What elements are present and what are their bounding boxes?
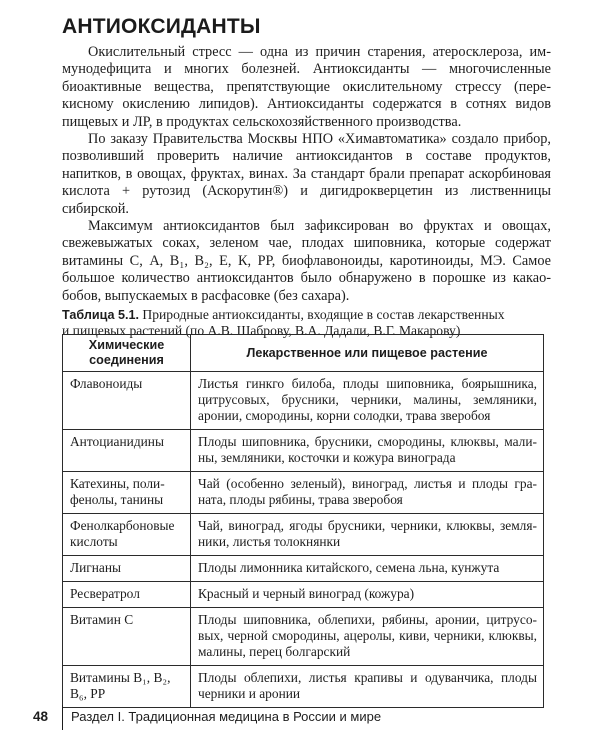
table-row [63,372,544,430]
compound-cell: Витамины B₁, B₂, B₆, РР [63,666,191,708]
table-caption-line2: и пищевых растений (по А.В. Шаброву, В.А. Дадали, В.Г. Макарову) [62,323,461,339]
compound-cell: Ресвератрол [63,582,191,608]
paragraph-1: Окислительный стресс — одна из причин старения, атеросклероза, иммунодефицита и многих болезней. Антиоксиданты — многочисленные биоактивные вещества, препятствующие окислительному стрессу (перекисному окислению липидов). Антиоксиданты содержатся в сотнях видов пищевых и ЛР, в продуктах сельскохозяйственного производства. [62,44,551,130]
table-row [63,608,544,666]
plants-cell: Плоды шиповника, брусники, смородины, клюквы, малины, земляники, косточки и кожура винограда [191,430,544,472]
header-compounds: Химические соединения [63,335,191,372]
compound-cell: Антоцианидины [63,430,191,472]
table-header-row [63,335,544,372]
table-caption-label: Таблица 5.1. [62,308,139,323]
table-row [63,582,544,608]
table-row [63,430,544,472]
plants-cell: Чай (особенно зеленый), виноград, листья и плоды граната, плоды рябины, трава зверобоя [191,472,544,514]
paragraph-2: По заказу Правительства Москвы НПО «Химавтоматика» создало прибор, позволивший проверить наличие антиоксидантов в составе продуктов, напитков, в овощах, фруктах, винах. За стандарт брали препарат аскорбиновая кислота + рутозид (Аскорутин®) и дигидрокверцетин из лиственницы сибирской. [62,131,551,217]
antioxidants-table [62,334,544,708]
running-footer: Раздел I. Традиционная медицина в России и мире [71,709,382,724]
page-heading: АНТИОКСИДАНТЫ [62,15,261,38]
plants-cell: Листья гинкго билоба, плоды шиповника, боярышника, цитрусовых, брусники, черники, малины, земляники, аронии, смородины, корни солодки, трава зверобоя [191,372,544,430]
compound-cell: Витамин С [63,608,191,666]
plants-cell: Красный и черный виноград (кожура) [191,582,544,608]
body-text [62,44,551,339]
plants-cell: Чай, виноград, ягоды брусники, черники, клюквы, земляники, листья толокнянки [191,514,544,556]
table-row [63,472,544,514]
table-row [63,666,544,708]
header-plants: Лекарственное или пищевое растение [191,335,544,372]
page-number: 48 [33,709,49,724]
compound-cell: Флавоноиды [63,372,191,430]
plants-cell: Плоды лимонника китайского, семена льна, кунжута [191,556,544,582]
compound-cell: Фенолкарбоновые кислоты [63,514,191,556]
compound-cell: Лигнаны [63,556,191,582]
plants-cell: Плоды шиповника, облепихи, рябины, аронии, цитрусовых, черной смородины, ацеролы, киви, черники, клюквы, малины, перец болгарский [191,608,544,666]
table-row [63,556,544,582]
footer-divider [62,705,63,730]
table-caption-line1: Природные антиоксиданты, входящие в состав лекарственных [139,307,505,323]
paragraph-3: Максимум антиоксидантов был зафиксирован во фруктах и овощах, свежевыжатых соках, зеленом чае, плодах шиповника, которые содержат витамины С, А, B₁, B₂, Е, К, РР, биофлавоноиды, каротиноиды, МЭ. Самое большое количество антиоксидантов было обнаружено в порошке из какао-бобов, выпускаемых в расфасовке (без сахара). [62,218,551,304]
plants-cell: Плоды облепихи, листья крапивы и одуванчика, плоды черники и аронии [191,666,544,708]
table-row [63,514,544,556]
compound-cell: Катехины, полифенолы, танины [63,472,191,514]
